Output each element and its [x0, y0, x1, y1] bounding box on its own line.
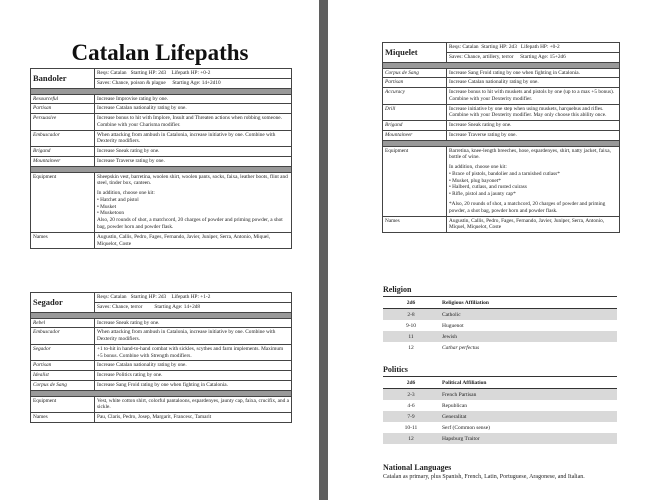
languages-text: Catalan as primary, plus Spanish, French, Latin, Portuguese, Aragonese, and Italian.	[383, 474, 585, 480]
table-row: 10-11 Serf (Common sense)	[404, 424, 490, 431]
lifepath-name: Segador	[31, 293, 95, 313]
ability-row: Partisan Increase Catalan nationality rating by one.	[31, 104, 292, 114]
ability-row: Mountaineer Increase Traverse rating by one.	[383, 130, 620, 140]
names-row: Names Augustin, Callis, Pedro, Fages, Fernando, Javier, Juniper, Serra, Antonio, Miquel, Miquelot, Coste	[31, 232, 292, 249]
lifepath-name: Miquelet	[383, 43, 447, 63]
ability-row: Mountaineer Increase Traverse rating by one.	[31, 156, 292, 166]
ability-row: Brigand Increase Sneak rating by one.	[31, 147, 292, 157]
ability-row: Segador +1 to-hit in hand-to-hand combat with sickles, scythes and farm implements. Maximum +5 bonus. Combine with Strength modifiers.	[31, 344, 292, 361]
ability-row: Corpus de Sang Increase Sang Froid rating by one when fighting in Catalonia.	[31, 380, 292, 390]
ability-row: Resourceful Increase Improvise rating by one.	[31, 94, 292, 104]
politics-table: 2d6 Political Affiliation 2-3 French Partisan 4-6 Republican 7-9 Generalitat 10-11 Serf (Common sense) 12 Hapsburg Traitor	[383, 376, 617, 444]
equipment-row: Equipment Barretina, knee-length breeches, hose, espardenyes, shirt, natty jacket, faixa, bottle of wine. In addition, choose one kit: • Brace of pistols, bandolier and a tarnished cutlass* • Musket, plug bayonet* • Halberd, cutlass, and rusted cuirass • Rifle, pistol and a jaunty cap* *Also, 20 rounds of shot, a matchcord, 20 charges of powder and priming powder, a shot bag, powder horn and powder flask.	[383, 146, 620, 216]
table-row: 12 Hapsburg Traitor	[383, 433, 617, 444]
ability-row: Corpus de Sang Increase Sang Froid rating by one when fighting in Catalonia.	[383, 68, 620, 78]
ability-row: Drill Increase initiative by one step when using muskets, harquebus and rifles. Combine with your Dexterity modifier. May only choose this ability once.	[383, 104, 620, 121]
table-row: 7-9 Generalitat	[383, 411, 617, 422]
ability-row: Embuscador When attacking from ambush in Catalonia, increase initiative by one. Combine with Dexterity modifiers.	[31, 130, 292, 147]
page-title: Catalan Lifepaths	[71, 40, 249, 65]
table-row: 12 Cathar perfectus	[408, 344, 480, 351]
right-page	[328, 0, 647, 500]
ability-row: Accuracy Increase bonus to hit with muskets and pistols by one (up to a max +5 bonus). Combine with your Dexterity modifier.	[383, 88, 620, 105]
bandoler-table	[30, 68, 292, 249]
ability-row: Partisan Increase Catalan nationality rating by one.	[31, 361, 292, 371]
religion-table: 2d6 Religious Affiliation 2-8 Catholic 9-10 Huguenot 11 Jewish 12 Cathar perfectus	[383, 296, 617, 353]
miquelet-table	[382, 42, 620, 233]
ability-row: Partisan Increase Catalan nationality rating by one.	[383, 78, 620, 88]
lifepath-name: Bandoler	[31, 69, 95, 89]
lifepath-saves: Saves: Chance, terror Starting Age: 14+2d8	[95, 302, 292, 312]
ability-row: Rebel Increase Sneak rating by one.	[31, 318, 292, 328]
segador-table	[30, 292, 292, 423]
languages-heading: National Languages	[383, 463, 452, 472]
ability-row: Brigand Increase Sneak rating by one.	[383, 121, 620, 131]
equipment-row: Equipment Vest, white cotton shirt, colorful pantaloons, espardenyes, jaunty cap, faixa, crucifix, and a sickle.	[31, 396, 292, 413]
lifepath-stats: Reqs: Catalan Starting HP: 2d3 Lifepath HP: +0-2	[447, 43, 620, 53]
ability-row: Persuasive Increase bonus to hit with Implore, Insult and Threaten actions when robbing someone. Combine with your Charisma modifier.	[31, 114, 292, 131]
lifepath-saves: Saves: Chance, artillery, terror Starting Age: 15+2d6	[447, 52, 620, 62]
politics-heading: Politics	[383, 365, 408, 374]
religion-heading: Religion	[383, 285, 412, 294]
equipment-row: Equipment Sheepskin vest, barretina, woolen shirt, woolen pants, socks, faixa, leather boots, flint and steel, tinder box, canteen. In addition, choose one kit: • Hatchet and pistol • Musket • Musketoon Also, 20 rounds of shot, a matchcord, 20 charges of powder and priming powder, a shot bag, powder horn and powder flask.	[31, 172, 292, 232]
table-row: 2-3 French Partisan	[383, 389, 617, 401]
table-row: 9-10 Huguenot	[405, 322, 464, 329]
lifepath-stats: Reqs: Catalan Starting HP: 2d3 Lifepath HP: +1-2	[95, 293, 292, 303]
ability-row: Embuscador When attacking from ambush in Catalonia, increase initiative by one. Combine with Dexterity modifiers.	[31, 328, 292, 345]
left-page	[0, 0, 319, 500]
ability-row: Idealist Increase Politics rating by one.	[31, 371, 292, 381]
names-row: Names Pau, Claris, Pedro, Josep, Margarit, Francesc, Tamarit	[31, 413, 292, 423]
lifepath-saves: Saves: Chance, poison & plague Starting Age: 14+2d10	[95, 78, 292, 88]
lifepath-stats: Reqs: Catalan Starting HP: 2d3 Lifepath HP: +0-2	[95, 69, 292, 79]
names-row: Names Augustin, Callis, Pedro, Fages, Fernando, Javier, Juniper, Serra, Antonio, Miquel, Miquelot, Coste	[383, 216, 620, 233]
table-row: 4-6 Republican	[407, 402, 468, 409]
table-row: 11 Jewish	[383, 331, 617, 342]
table-row: 2-8 Catholic	[383, 309, 617, 321]
